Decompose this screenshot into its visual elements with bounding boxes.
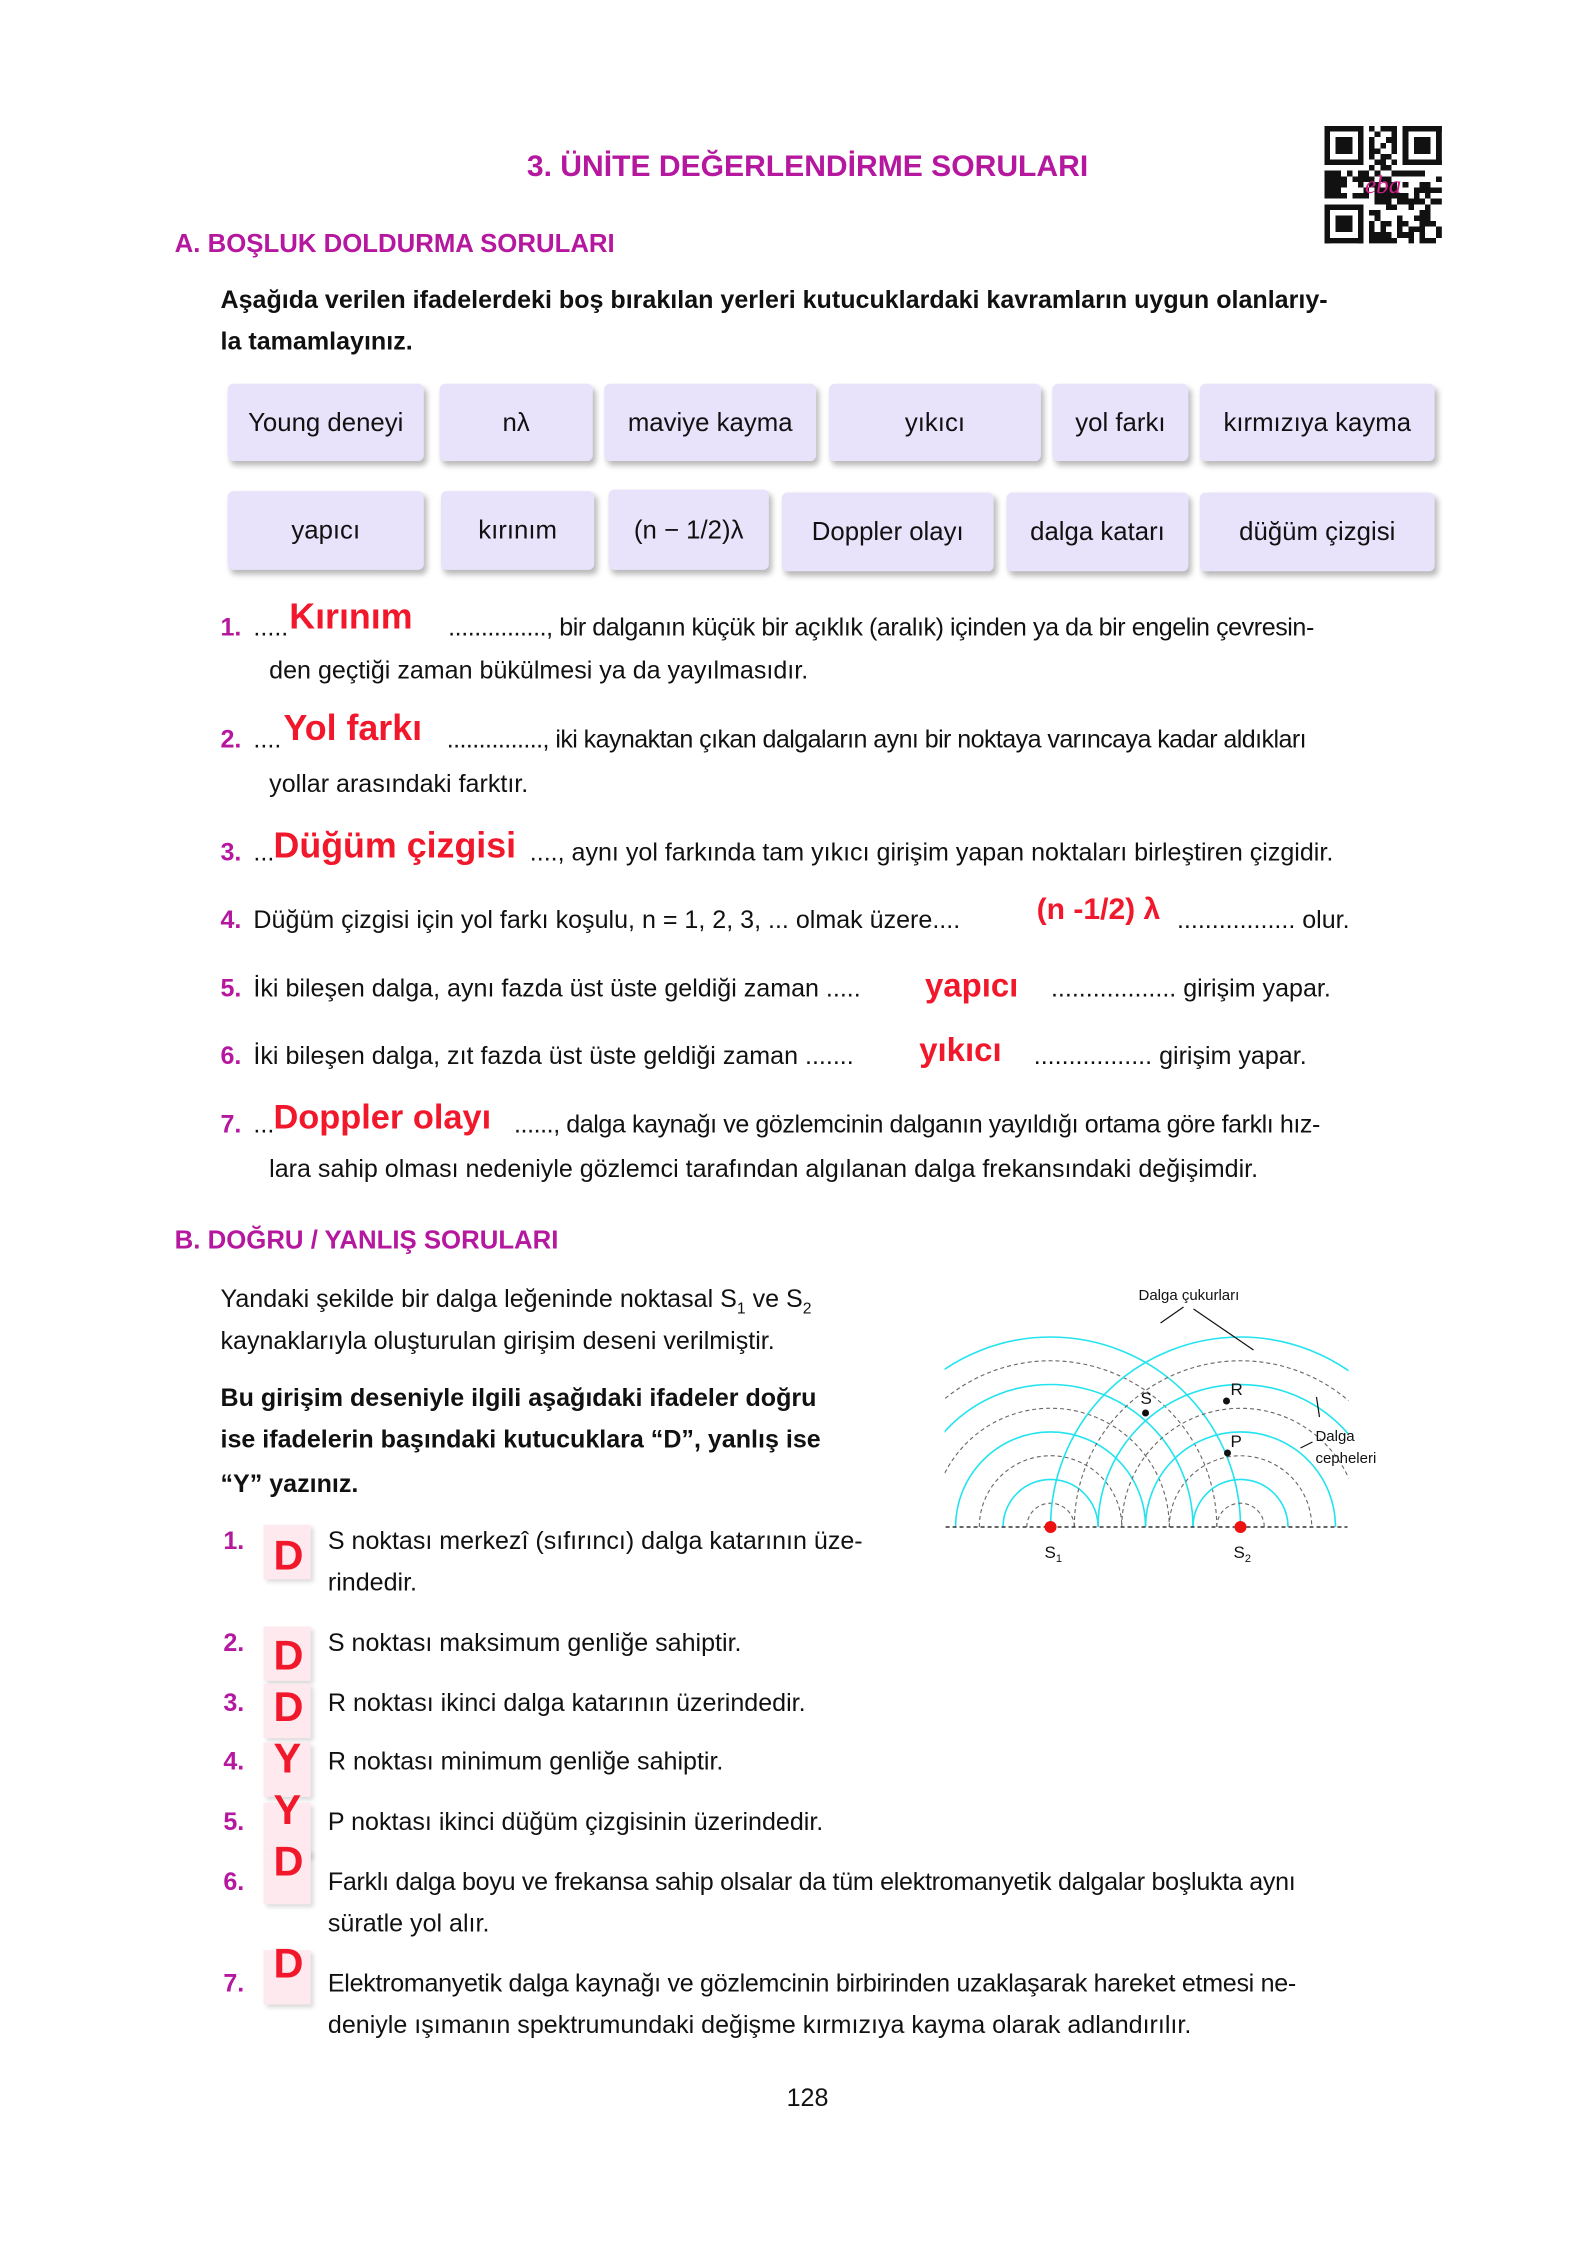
instruction-b-2: ise ifadelerin başındaki kutucuklara “D”, yanlış ise: [220, 1424, 821, 1454]
word-box: maviye kayma: [604, 384, 816, 461]
qr-code: [1324, 126, 1441, 243]
word-box: Young deneyi: [228, 384, 424, 461]
instruction-line-2: la tamamlayınız.: [220, 326, 413, 356]
answer: D: [273, 1685, 304, 1732]
word-box: yıkıcı: [829, 384, 1041, 461]
instruction-line-1: Aşağıda verilen ifadelerdeki boş bırakılan yerleri kutucuklardaki kavramların uygun olanlarıy-: [220, 284, 1328, 314]
page: 3. ÜNİTE DEĞERLENDİRME SORULARI eba A. BOŞLUK DOLDURMA SORULARI Aşağıda verilen ifadelerdeki boş bırakılan yerleri kutucuklardaki kavramların uygun olanlarıy- la tamamlayınız. Young deneyi nλ maviye kayma yıkıcı yol farkı kırmızıya kayma yapıcı kırınım (n − 1/2)λ Doppler olayı dalga katarı düğüm çizgisi 1. ..... Kırınım ..............., bir dalganın küçük bir açıklık (aralık) içinden ya da bir engelin çevresin- den geçtiği zaman bükülmesi ya da yayılmasıdır. 2. .... Yol farkı ..............., iki kaynaktan çıkan dalgaların aynı bir noktaya varıncaya kadar aldıkları yollar arasındaki farktır. 3. ... Düğüm çizgisi ...., aynı yol farkında tam yıkıcı girişim yapan noktaları birleştiren çizgidir. 4. Düğüm çizgisi için yol farkı koşulu, n = 1, 2, 3, ... olmak üzere.... (n -1/2) λ ................. olur. 5. İki bileşen dalga, aynı fazda üst üste geldiği zaman ..... yapıcı .................. girişim yapar. 6. İki bileşen dalga, zıt fazda üst üste geldiği zaman ....... yıkıcı ................. girişim yapar. 7. ... Doppler olayı ......, dalga kaynağı ve gözlemcinin dalganın yayıldığı ortama göre farklı hız- lara sahip olması nedeniyle gözlemci tarafından algılanan dalga frekansındaki değişimdir. B. DOĞRU / YANLIŞ SORULARI Yandaki şekilde bir dalga leğeninde noktasal $S_1$ ve $S_2$ kaynaklarıyla oluşturulan girişim deseni verilmiştir. Bu girişim deseniyle ilgili aşağıdaki ifadeler doğru ise ifadelerin başındaki kutucuklara “D”, yanlış ise “Y” yazınız. Dalga çukurları Dalga cepheleri S R P $S_1$ $S_2$ 1. D S noktası merkezî (sıfırıncı) dalga katarının üze- rindedir. 2. D S noktası maksimum genliğe sahiptir. 3. D R noktası ikinci dalga katarının üzerindedir. 4. Y R noktası minimum genliğe sahiptir. 5. Y P noktası ikinci düğüm çizgisinin üzerindedir. 6. D Farklı dalga boyu ve frekansa sahip olsalar da tüm elektromanyetik dalgalar boşlukta aynı süratle yol alır. 7. D Elektromanyetik dalga kaynağı ve gözlemcinin birbirinden uzaklaşarak hareket etmesi ne- deniyle ışımanın spektrumundaki değişme kırmızıya kayma olarak adlandırılır. 128: [0, 0, 1575, 2244]
wave-trough: [931, 1408, 1168, 1527]
answer: Yol farkı: [283, 708, 423, 749]
answer: D: [273, 1941, 304, 1988]
answer: Kırınım: [289, 597, 413, 638]
wave-trough: [900, 1361, 1216, 1527]
label-p: P: [1229, 1431, 1242, 1451]
point-r: [1222, 1397, 1229, 1404]
instruction-b-3: “Y” yazınız.: [220, 1469, 359, 1498]
answer: D: [273, 1633, 304, 1680]
formula-box: (n − 1/2)λ: [609, 490, 769, 570]
word-box: Doppler olayı: [782, 493, 994, 572]
word-box: düğüm çizgisi: [1200, 493, 1435, 572]
answer: Y: [273, 1788, 302, 1835]
answer: D: [273, 1839, 304, 1886]
intro-line-2: kaynaklarıyla oluşturulan girişim deseni verilmiştir.: [220, 1325, 775, 1355]
label-r: R: [1229, 1379, 1243, 1399]
intro-line-1: Yandaki şekilde bir dalga leğeninde noktasal $S_1$ ve $S_2$: [220, 1284, 812, 1318]
word-box: yapıcı: [228, 491, 424, 570]
page-title: 3. ÜNİTE DEĞERLENDİRME SORULARI: [526, 150, 1089, 184]
label-fronts: Dalga: [1314, 1427, 1354, 1445]
word-box: kırmızıya kayma: [1200, 384, 1435, 461]
answer: Y: [273, 1736, 302, 1783]
word-box: nλ: [440, 384, 593, 461]
label-s1: $S_1$: [1043, 1542, 1062, 1565]
word-box: kırınım: [441, 491, 594, 570]
point-p: [1223, 1449, 1230, 1456]
label-troughs: Dalga çukurları: [1137, 1287, 1239, 1305]
label-s: S: [1139, 1388, 1152, 1408]
source-s2: [1234, 1521, 1246, 1533]
answer: yıkıcı: [919, 1030, 1002, 1069]
point-s: [1141, 1409, 1148, 1416]
page-number: 128: [786, 2083, 829, 2112]
section-b-heading: B. DOĞRU / YANLIŞ SORULARI: [174, 1225, 559, 1255]
word-box: dalga katarı: [1007, 493, 1189, 572]
answer: D: [273, 1533, 304, 1580]
interference-diagram: [900, 1260, 1460, 1580]
leader-line: [1300, 1442, 1312, 1448]
answer: Düğüm çizgisi: [273, 826, 517, 867]
instruction-b-1: Bu girişim deseniyle ilgili aşağıdaki ifadeler doğru: [220, 1383, 817, 1412]
leader-line: [1193, 1309, 1253, 1350]
leader-line: [1160, 1307, 1183, 1323]
answer: (n -1/2) λ: [1036, 893, 1161, 927]
label-fronts: cepheleri: [1314, 1449, 1376, 1467]
label-s2: $S_2$: [1232, 1542, 1251, 1565]
eba-logo: eba: [1364, 172, 1402, 200]
answer: yapıcı: [924, 966, 1019, 1004]
section-a-heading: A. BOŞLUK DOLDURMA SORULARI: [174, 229, 615, 258]
word-box: yol farkı: [1052, 384, 1188, 461]
wave-trough: [1121, 1408, 1358, 1527]
answer: Doppler olayı: [273, 1098, 492, 1137]
source-s1: [1044, 1521, 1056, 1533]
